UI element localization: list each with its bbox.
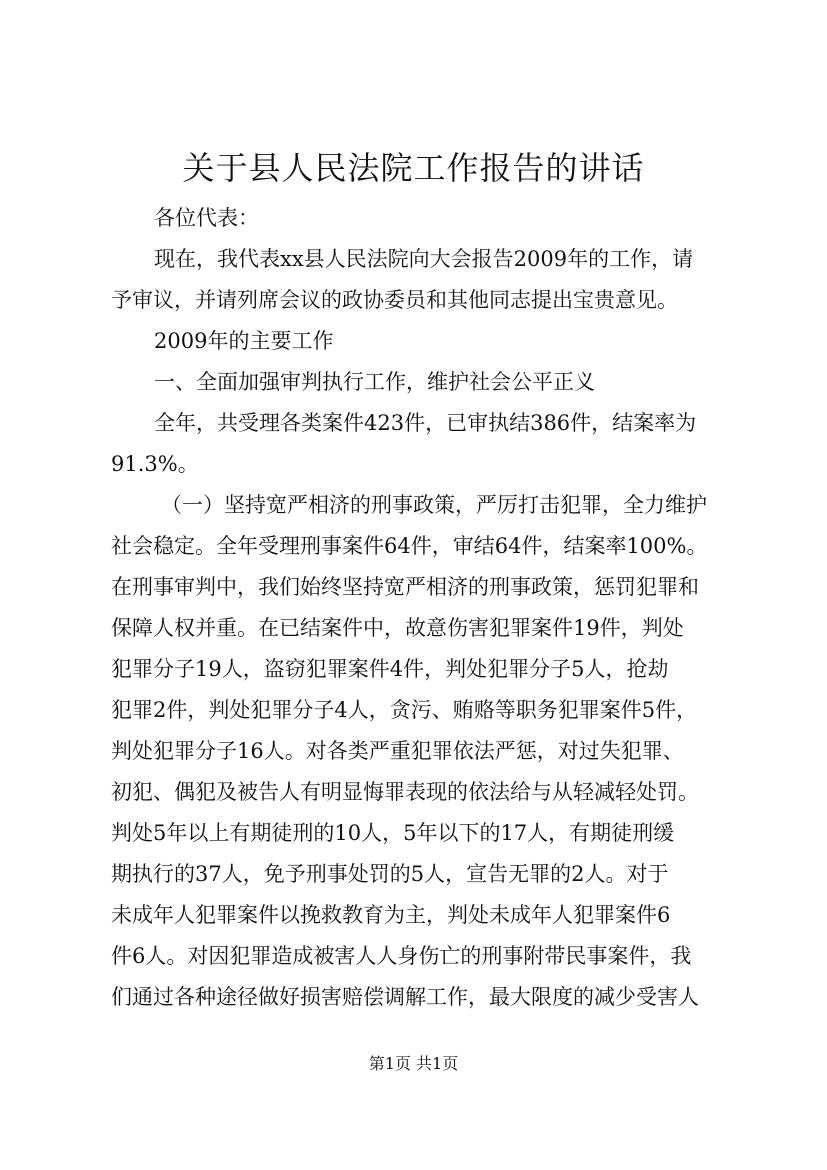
document-title: 关于县人民法院工作报告的讲话: [182, 149, 645, 187]
text-line: 犯罪分子19人，盗窃犯罪案件4件，判处犯罪分子5人，抢劫: [111, 657, 669, 681]
text-line: （一）坚持宽严相济的刑事政策，严厉打击犯罪，全力维护: [161, 493, 707, 517]
text-line: 未成年人犯罪案件以挽救教育为主，判处未成年人犯罪案件6: [111, 903, 671, 927]
text-line: 全年，共受理各类案件423件，已审执结386件，结案率为: [154, 411, 697, 435]
text-line: 予审议，并请列席会议的政协委员和其他同志提出宝贵意见。: [111, 288, 678, 312]
text-line: 件6人。对因犯罪造成被害人人身伤亡的刑事附带民事案件，我: [111, 944, 692, 968]
text-line: 2009年的主要工作: [154, 329, 334, 353]
document-body: [111, 198, 719, 1018]
text-line: 各位代表：: [154, 206, 259, 230]
text-line: 犯罪2件，判处犯罪分子4人，贪污、贿赂等职务犯罪案件5件，: [111, 698, 698, 722]
page-number-footer: 第1页 共1页: [368, 1054, 459, 1073]
text-line: 在刑事审判中，我们始终坚持宽严相济的刑事政策，惩罚犯罪和: [111, 575, 699, 599]
text-line: 判处犯罪分子16人。对各类严重犯罪依法严惩，对过失犯罪、: [111, 739, 684, 763]
text-line: 判处5年以上有期徒刑的10人，5年以下的17人，有期徒刑缓: [111, 821, 675, 845]
text-line: 们通过各种途径做好损害赔偿调解工作，最大限度的减少受害人: [111, 985, 699, 1009]
text-line: 现在，我代表xx县人民法院向大会报告2009年的工作，请: [154, 247, 694, 271]
text-line: 社会稳定。全年受理刑事案件64件，审结64件，结案率100%。: [111, 534, 708, 558]
text-line: 91.3%。: [111, 452, 199, 476]
text-line: 期执行的37人，免予刑事处罚的5人，宣告无罪的2人。对于: [111, 862, 669, 886]
text-line: 保障人权并重。在已结案件中，故意伤害犯罪案件19件，判处: [111, 616, 684, 640]
text-line: 初犯、偶犯及被告人有明显悔罪表现的依法给与从轻减轻处罚。: [111, 780, 699, 804]
text-line: 一、全面加强审判执行工作，维护社会公平正义: [154, 370, 595, 394]
